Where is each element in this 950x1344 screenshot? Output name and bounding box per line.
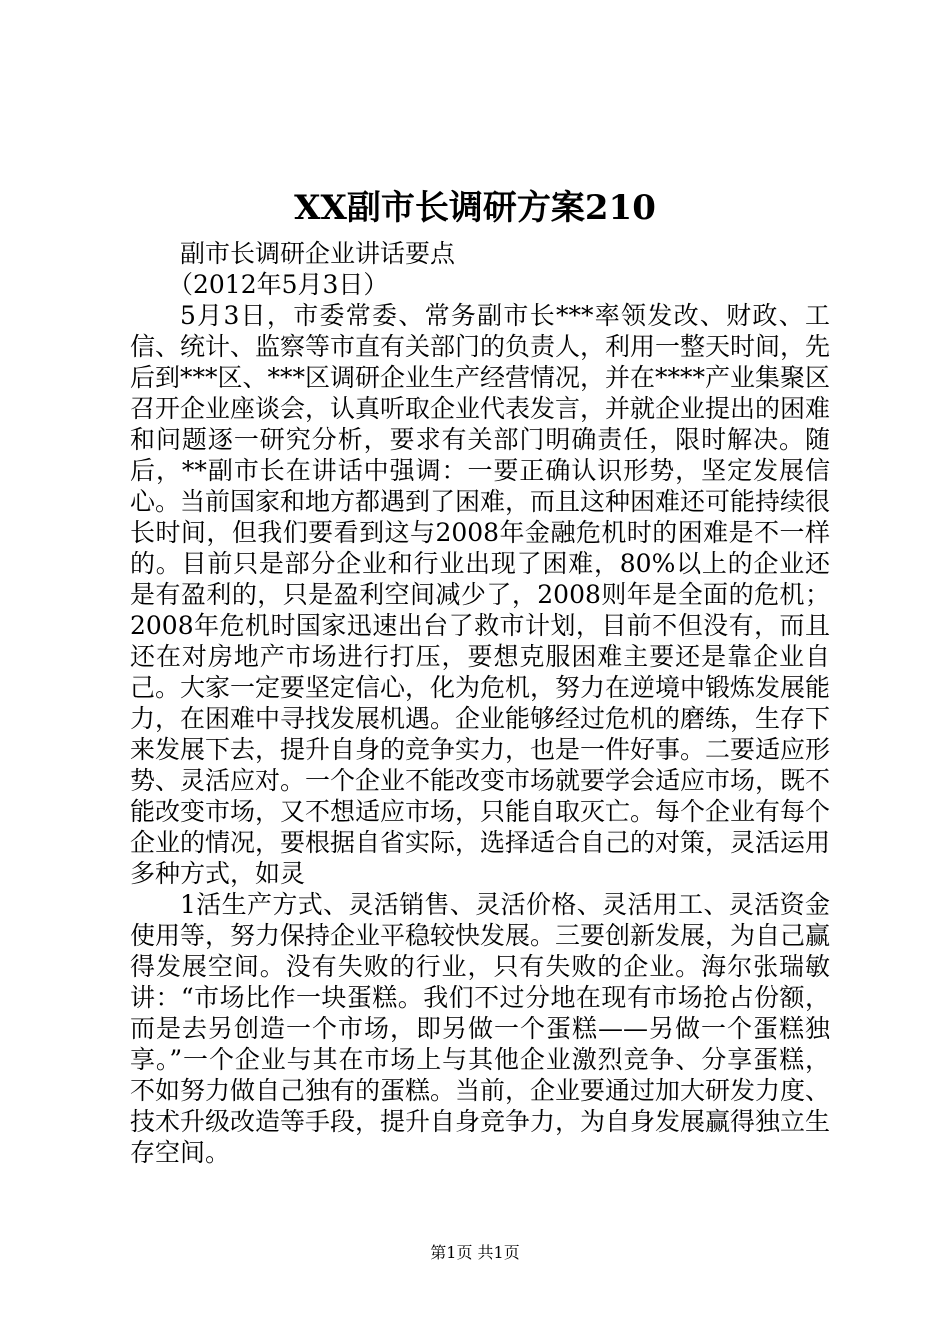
document-body bbox=[130, 238, 830, 1168]
page-number-footer: 第1页 共1页 bbox=[430, 1243, 520, 1262]
subtitle: 副市长调研企业讲话要点 bbox=[180, 239, 456, 268]
paragraph: 1活生产方式、灵活销售、灵活价格、灵活用工、灵活资金使用等，努力保持企业平稳较快发展。三要创新发展，为自己赢得发展空间。没有失败的行业，只有失败的企业。海尔张瑞敏讲：“市场比作一块蛋糕。我们不过分地在现有市场抢占份额，而是去另创造一个市场，即另做一个蛋糕——另做一个蛋糕独享。”一个企业与其在市场上与其他企业激烈竞争、分享蛋糕，不如努力做自己独有的蛋糕。当前，企业要通过加大研发力度、技术升级改造等手段，提升自身竞争力，为自身发展赢得独立生存空间。 bbox=[130, 890, 831, 1167]
paragraph: 5月3日，市委常委、常务副市长***率领发改、财政、工信、统计、监察等市直有关部门的负责人，利用一整天时间，先后到***区、***区调研企业生产经营情况，并在****产业集聚区召开企业座谈会，认真听取企业代表发言，并就企业提出的困难和问题逐一研究分析，要求有关部门明确责任，限时解决。随后，**副市长在讲话中强调：一要正确认识形势，坚定发展信心。当前国家和地方都遇到了困难，而且这种困难还可能持续很长时间，但我们要看到这与2008年金融危机时的困难是不一样的。目前只是部分企业和行业出现了困难，80%以上的企业还是有盈利的，只是盈利空间减少了，2008则年是全面的危机；2008年危机时国家迅速出台了救市计划，目前不但没有，而且还在对房地产市场进行打压，要想克服困难主要还是靠企业自己。大家一定要坚定信心，化为危机，努力在逆境中锻炼发展能力，在困难中寻找发展机遇。企业能够经过危机的磨练，生存下来发展下去，提升自身的竞争实力，也是一件好事。二要适应形势、灵活应对。一个企业不能改变市场就要学会适应市场，既不能改变市场，又不想适应市场，只能自取灭亡。每个企业有每个企业的情况，要根据自省实际，选择适合自己的对策，灵活运用多种方式，如灵 bbox=[130, 301, 831, 888]
document-title: XX副市长调研方案210 bbox=[294, 188, 656, 228]
date-line: （2012年5月3日） bbox=[168, 270, 389, 299]
